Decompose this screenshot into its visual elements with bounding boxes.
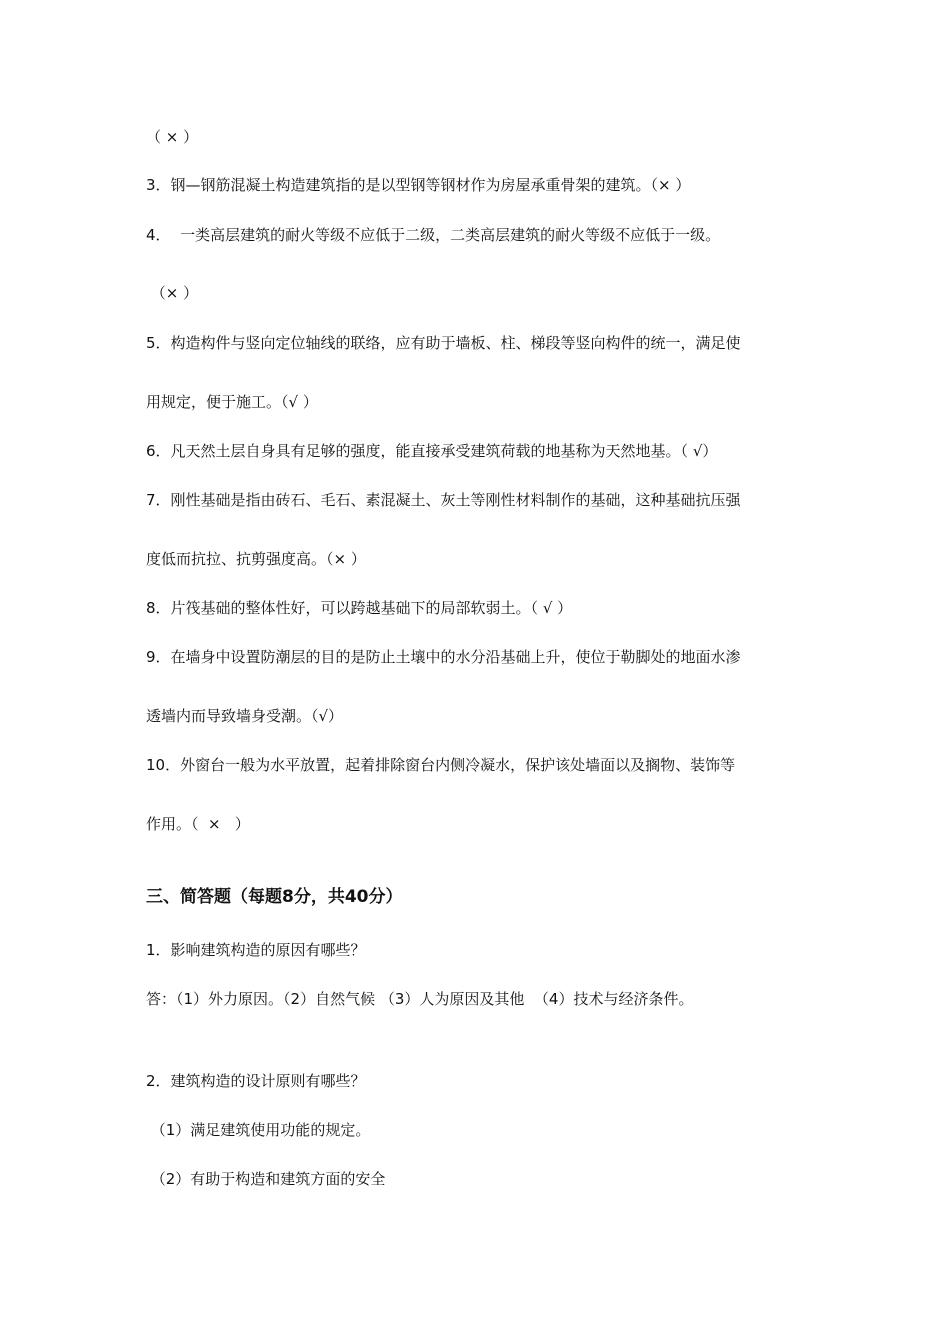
short-answer-2-item-1: （1）满足建筑使用功能的规定。 xyxy=(146,1121,371,1139)
question-10: 10．外窗台一般为水平放置，起着排除窗台内侧冷凝水，保护该处墙面以及搁物、装饰等 xyxy=(146,756,736,774)
short-question-2: 2．建筑构造的设计原则有哪些？ xyxy=(146,1072,366,1090)
question-9: 9．在墙身中设置防潮层的目的是防止土壤中的水分沿基础上升，使位于勒脚处的地面水渗 xyxy=(146,648,741,666)
question-5-cont: 用规定，便于施工。（√ ） xyxy=(146,393,318,411)
question-6: 6．凡天然土层自身具有足够的强度，能直接承受建筑荷载的地基称为天然地基。（ √） xyxy=(146,442,718,460)
answer-line-2: （ × ） xyxy=(146,128,199,146)
question-5: 5．构造构件与竖向定位轴线的联络，应有助于墙板、柱、梯段等竖向构件的统一，满足使 xyxy=(146,334,741,352)
short-answer-1: 答：（1）外力原因。（2）自然气候 （3）人为原因及其他 （4）技术与经济条件。 xyxy=(146,990,694,1008)
short-answer-2-item-2: （2）有助于构造和建筑方面的安全 xyxy=(146,1170,386,1188)
question-9-cont: 透墙内而导致墙身受潮。（√） xyxy=(146,707,344,725)
question-10-cont: 作用。（ × ） xyxy=(146,815,250,833)
section-heading: 三、简答题（每题8分，共40分） xyxy=(146,887,403,907)
short-question-1: 1．影响建筑构造的原因有哪些？ xyxy=(146,941,366,959)
question-3: 3．钢—钢筋混凝土构造建筑指的是以型钢等钢材作为房屋承重骨架的建筑。（× ） xyxy=(146,176,691,194)
question-4-answer: （× ） xyxy=(146,284,199,302)
question-8: 8．片筏基础的整体性好，可以跨越基础下的局部软弱土。（ √ ） xyxy=(146,599,573,617)
question-4: 4． 一类高层建筑的耐火等级不应低于二级，二类高层建筑的耐火等级不应低于一级。 xyxy=(146,226,721,244)
question-7-cont: 度低而抗拉、抗剪强度高。（× ） xyxy=(146,550,366,568)
question-7: 7．刚性基础是指由砖石、毛石、素混凝土、灰土等刚性材料制作的基础，这种基础抗压强 xyxy=(146,491,741,509)
